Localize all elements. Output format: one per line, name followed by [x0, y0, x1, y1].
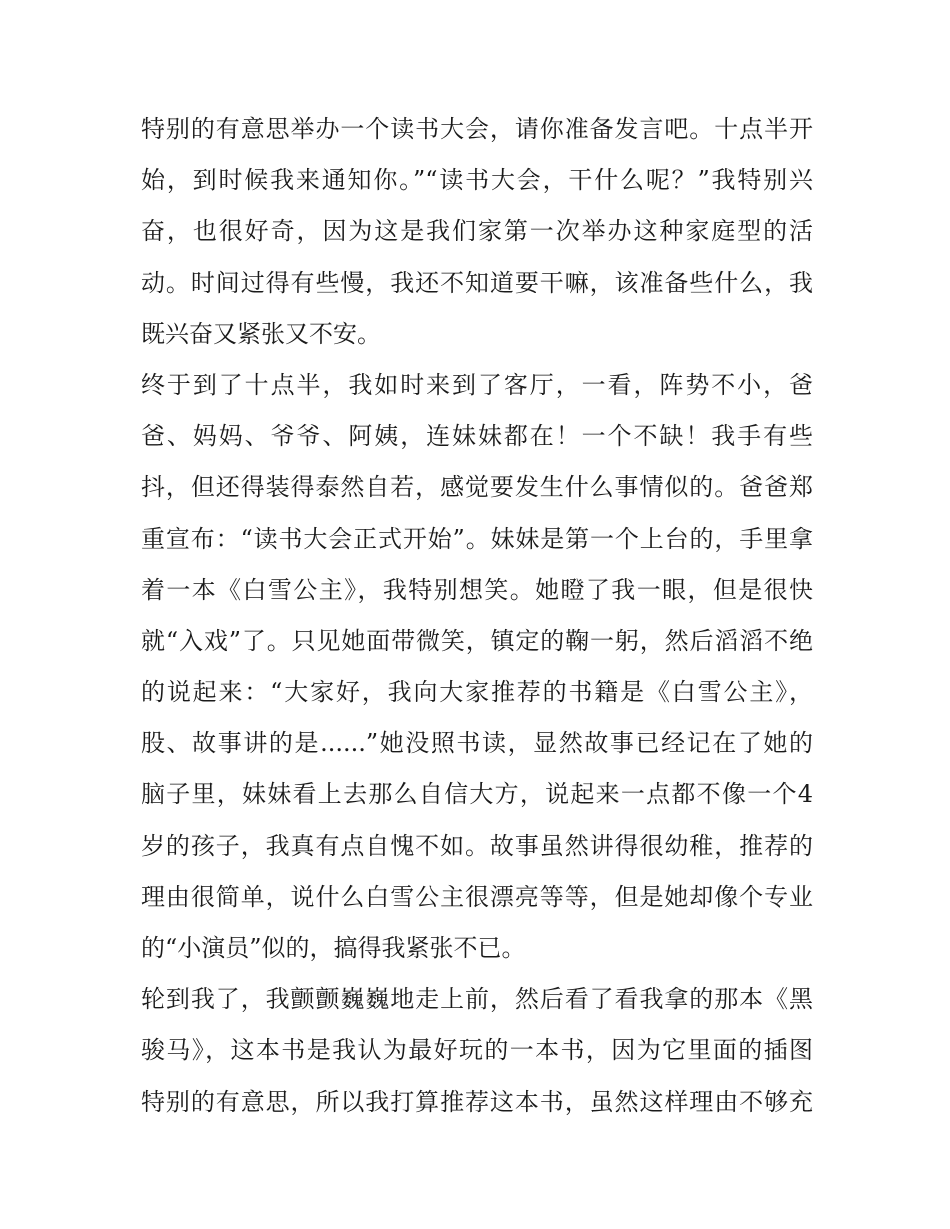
text-line: 爸、妈妈、爷爷、阿姨，连妹妹都在！一个不缺！我手有些 [141, 422, 813, 451]
text-line: 股、故事讲的是......”她没照书读，显然故事已经记在了她的 [141, 729, 813, 758]
text-line: 骏马》，这本书是我认为最好玩的一本书，因为它里面的插图 [141, 1036, 813, 1065]
text-line: 终于到了十点半，我如时来到了客厅，一看，阵势不小，爸 [141, 370, 813, 399]
text-line: 抖，但还得装得泰然自若，感觉要发生什么事情似的。爸爸郑 [141, 473, 813, 502]
text-line: 特别的有意思举办一个读书大会，请你准备发言吧。十点半开 [141, 115, 813, 143]
document-body [141, 104, 813, 1128]
text-line: 特别的有意思，所以我打算推荐这本书，虽然这样理由不够充 [141, 1087, 813, 1116]
text-line: 的“小演员”似的，搞得我紧张不已。 [141, 934, 526, 962]
text-line: 动。时间过得有些慢，我还不知道要干嘛，该准备些什么，我 [141, 268, 813, 297]
text-line: 轮到我了，我颤颤巍巍地走上前，然后看了看我拿的那本《黑 [141, 985, 813, 1014]
text-line: 奋，也很好奇，因为这是我们家第一次举办这种家庭型的活 [141, 217, 813, 246]
text-line: 始，到时候我来通知你。”“读书大会，干什么呢？”我特别兴 [141, 166, 813, 195]
text-line: 就“入戏”了。只见她面带微笑，镇定的鞠一躬，然后滔滔不绝 [141, 626, 813, 655]
text-line: 重宣布：“读书大会正式开始”。妹妹是第一个上台的，手里拿 [141, 524, 813, 553]
text-line: 的说起来：“大家好，我向大家推荐的书籍是《白雪公主》， [141, 678, 813, 707]
text-line: 既兴奋又紧张又不安。 [141, 319, 381, 348]
text-line: 理由很简单，说什么白雪公主很漂亮等等，但是她却像个专业 [141, 882, 813, 911]
text-line: 着一本《白雪公主》，我特别想笑。她瞪了我一眼，但是很快 [141, 575, 813, 604]
text-line: 脑子里，妹妹看上去那么自信大方，说起来一点都不像一个4 [141, 780, 813, 809]
text-line: 岁的孩子，我真有点自愧不如。故事虽然讲得很幼稚，推荐的 [141, 831, 813, 860]
